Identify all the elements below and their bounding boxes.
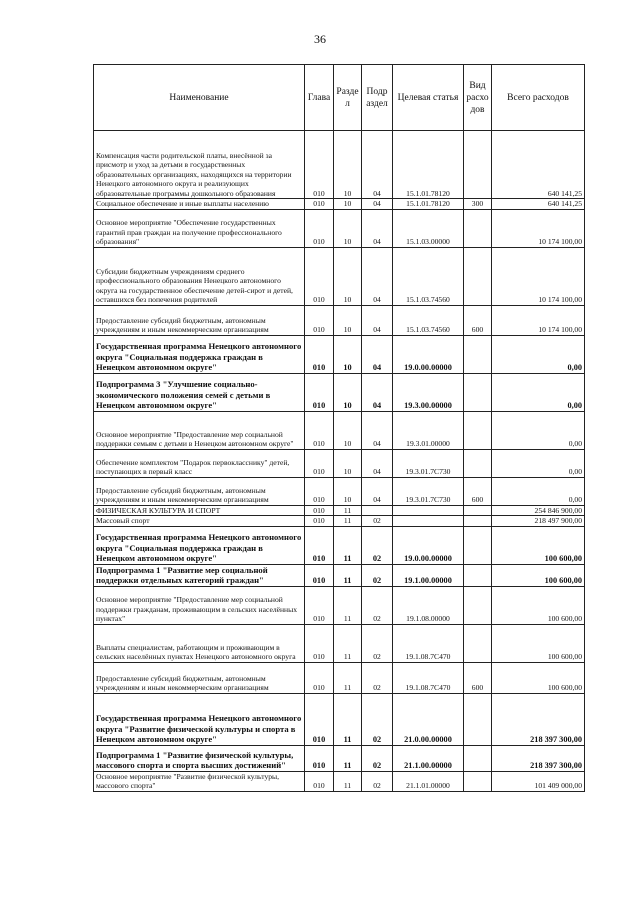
- row-subsection: 02: [362, 526, 393, 564]
- table-row: [94, 693, 585, 745]
- row-total: 100 600,00: [492, 564, 585, 586]
- row-section: 10: [334, 477, 362, 505]
- table-row: [94, 745, 585, 771]
- table-row: [94, 505, 585, 516]
- row-total: 101 409 000,00: [492, 771, 585, 791]
- header-type: Вид расхо дов: [464, 65, 492, 131]
- row-section: 10: [334, 247, 362, 305]
- row-total: 218 497 900,00: [492, 516, 585, 527]
- row-type: [464, 693, 492, 745]
- row-target: 19.1.08.00000: [393, 586, 464, 624]
- table-row: [94, 305, 585, 335]
- row-total: 218 397 300,00: [492, 693, 585, 745]
- row-section: 11: [334, 693, 362, 745]
- row-chapter: 010: [305, 131, 334, 199]
- row-name: Субсидии бюджетным учреждениям среднего профессионального образования Ненецкого автономного округа на государственное обеспечение детей-сирот и детей, оставшихся без попечения родителей: [94, 247, 305, 305]
- table-row: [94, 373, 585, 411]
- table-row: [94, 247, 585, 305]
- row-target: 15.1.01.78120: [393, 131, 464, 199]
- row-target: 19.0.00.00000: [393, 335, 464, 373]
- table-row: [94, 209, 585, 247]
- row-section: 10: [334, 449, 362, 477]
- row-type: [464, 564, 492, 586]
- header-row: [94, 65, 585, 131]
- row-target: 19.3.00.00000: [393, 373, 464, 411]
- row-subsection: 02: [362, 624, 393, 662]
- row-total: 0,00: [492, 373, 585, 411]
- row-type: [464, 505, 492, 516]
- row-chapter: 010: [305, 624, 334, 662]
- row-name: Основное мероприятие "Предоставление мер социальной поддержки гражданам, проживающим в сельских населённых пунктах": [94, 586, 305, 624]
- row-target: 21.1.00.00000: [393, 745, 464, 771]
- table-row: [94, 771, 585, 791]
- row-total: 640 141,25: [492, 131, 585, 199]
- row-section: 10: [334, 411, 362, 449]
- table-row: [94, 411, 585, 449]
- table-row: [94, 335, 585, 373]
- row-type: 600: [464, 662, 492, 693]
- row-name: Основное мероприятие "Развитие физической культуры, массового спорта": [94, 771, 305, 791]
- row-type: [464, 624, 492, 662]
- row-total: 10 174 100,00: [492, 247, 585, 305]
- row-type: [464, 516, 492, 527]
- row-section: 10: [334, 373, 362, 411]
- row-subsection: 04: [362, 209, 393, 247]
- row-subsection: 04: [362, 477, 393, 505]
- row-subsection: 02: [362, 516, 393, 527]
- row-subsection: 04: [362, 335, 393, 373]
- row-chapter: 010: [305, 564, 334, 586]
- page-number: 36: [314, 32, 326, 46]
- row-section: 11: [334, 564, 362, 586]
- row-section: 11: [334, 516, 362, 527]
- row-subsection: 02: [362, 564, 393, 586]
- table-row: [94, 624, 585, 662]
- row-type: [464, 209, 492, 247]
- row-type: [464, 373, 492, 411]
- table-row: [94, 449, 585, 477]
- row-name: Выплаты специалистам, работающим и проживающим в сельских населённых пунктах Ненецкого автономного округа: [94, 624, 305, 662]
- row-target: 19.3.01.7C730: [393, 477, 464, 505]
- row-name: Обеспечение комплектом "Подарок первокласснику" детей, поступающих в первый класс: [94, 449, 305, 477]
- header-total: Всего расходов: [492, 65, 585, 131]
- row-total: 0,00: [492, 449, 585, 477]
- row-section: 10: [334, 131, 362, 199]
- row-section: 11: [334, 586, 362, 624]
- row-subsection: 02: [362, 771, 393, 791]
- row-subsection: 02: [362, 745, 393, 771]
- row-total: 254 846 900,00: [492, 505, 585, 516]
- row-name: Основное мероприятие "Обеспечение государственных гарантий прав граждан на получение профессионального образования": [94, 209, 305, 247]
- row-target: [393, 516, 464, 527]
- header-subsection: Подр аздел: [362, 65, 393, 131]
- row-target: 21.1.01.00000: [393, 771, 464, 791]
- row-target: 19.3.01.00000: [393, 411, 464, 449]
- row-type: [464, 247, 492, 305]
- row-target: 15.1.01.78120: [393, 199, 464, 210]
- row-type: [464, 771, 492, 791]
- row-chapter: 010: [305, 247, 334, 305]
- row-total: 100 600,00: [492, 624, 585, 662]
- row-subsection: 04: [362, 131, 393, 199]
- row-target: 19.3.01.7C730: [393, 449, 464, 477]
- row-type: [464, 526, 492, 564]
- row-target: 21.0.00.00000: [393, 693, 464, 745]
- row-chapter: 010: [305, 586, 334, 624]
- row-name: Основное мероприятие "Предоставление мер социальной поддержки семьям с детьми в Ненецком автономном округе": [94, 411, 305, 449]
- row-subsection: 02: [362, 586, 393, 624]
- row-name: Компенсация части родительской платы, внесённой за присмотр и уход за детьми в государственных образовательных организациях, находящихся на территории Ненецкого автономного округа и реализующих образовательные программы дошкольного образования: [94, 131, 305, 199]
- row-type: [464, 335, 492, 373]
- row-section: 11: [334, 526, 362, 564]
- row-subsection: [362, 505, 393, 516]
- row-total: 10 174 100,00: [492, 209, 585, 247]
- row-section: 11: [334, 771, 362, 791]
- row-type: [464, 745, 492, 771]
- row-chapter: 010: [305, 335, 334, 373]
- row-subsection: 04: [362, 411, 393, 449]
- row-chapter: 010: [305, 771, 334, 791]
- row-type: [464, 131, 492, 199]
- row-section: 11: [334, 624, 362, 662]
- row-total: 0,00: [492, 335, 585, 373]
- row-total: 10 174 100,00: [492, 305, 585, 335]
- row-name: ФИЗИЧЕСКАЯ КУЛЬТУРА И СПОРТ: [94, 505, 305, 516]
- row-type: 300: [464, 199, 492, 210]
- row-total: 100 600,00: [492, 526, 585, 564]
- row-subsection: 04: [362, 305, 393, 335]
- row-total: 0,00: [492, 477, 585, 505]
- row-chapter: 010: [305, 526, 334, 564]
- row-name: Подпрограмма 1 "Развитие физической культуры, массового спорта и спорта высших достижений": [94, 745, 305, 771]
- table-row: [94, 662, 585, 693]
- row-target: 19.1.08.7C470: [393, 662, 464, 693]
- row-target: [393, 505, 464, 516]
- row-name: Предоставление субсидий бюджетным, автономным учреждениям и иным некоммерческим организациям: [94, 477, 305, 505]
- row-name: Государственная программа Ненецкого автономного округа "Социальная поддержка граждан в Ненецком автономном округе": [94, 335, 305, 373]
- row-chapter: 010: [305, 411, 334, 449]
- row-name: Предоставление субсидий бюджетным, автономным учреждениям и иным некоммерческим организациям: [94, 305, 305, 335]
- table-row: [94, 564, 585, 586]
- row-subsection: 04: [362, 199, 393, 210]
- row-name: Государственная программа Ненецкого автономного округа "Социальная поддержка граждан в Ненецком автономном округе": [94, 526, 305, 564]
- row-target: 15.1.03.74560: [393, 247, 464, 305]
- row-chapter: 010: [305, 199, 334, 210]
- row-target: 19.1.00.00000: [393, 564, 464, 586]
- row-chapter: 010: [305, 745, 334, 771]
- row-section: 11: [334, 505, 362, 516]
- row-subsection: 04: [362, 247, 393, 305]
- row-type: [464, 449, 492, 477]
- row-subsection: 02: [362, 693, 393, 745]
- row-total: 0,00: [492, 411, 585, 449]
- row-section: 11: [334, 662, 362, 693]
- row-section: 10: [334, 305, 362, 335]
- row-chapter: 010: [305, 209, 334, 247]
- header-section: Разде л: [334, 65, 362, 131]
- row-name: Социальное обеспечение и иные выплаты населению: [94, 199, 305, 210]
- row-name: Подпрограмма 3 "Улучшение социально-экономического положения семей с детьми в Ненецком автономном округе": [94, 373, 305, 411]
- row-total: 218 397 300,00: [492, 745, 585, 771]
- row-section: 11: [334, 745, 362, 771]
- row-name: Предоставление субсидий бюджетным, автономным учреждениям и иным некоммерческим организациям: [94, 662, 305, 693]
- row-name: Государственная программа Ненецкого автономного округа "Развитие физической культуры и спорта в Ненецком автономном округе": [94, 693, 305, 745]
- row-subsection: 04: [362, 373, 393, 411]
- header-name: Наименование: [94, 65, 305, 131]
- budget-table: [93, 64, 585, 792]
- header-chapter: Глава: [305, 65, 334, 131]
- row-total: 100 600,00: [492, 662, 585, 693]
- row-type: 600: [464, 305, 492, 335]
- row-chapter: 010: [305, 516, 334, 527]
- row-chapter: 010: [305, 693, 334, 745]
- row-chapter: 010: [305, 449, 334, 477]
- row-subsection: 04: [362, 449, 393, 477]
- row-total: 100 600,00: [492, 586, 585, 624]
- table-row: [94, 199, 585, 210]
- table-row: [94, 131, 585, 199]
- row-subsection: 02: [362, 662, 393, 693]
- table-row: [94, 477, 585, 505]
- row-section: 10: [334, 199, 362, 210]
- header-target: Целевая статья: [393, 65, 464, 131]
- row-target: 19.0.00.00000: [393, 526, 464, 564]
- row-type: [464, 411, 492, 449]
- row-chapter: 010: [305, 373, 334, 411]
- table-row: [94, 526, 585, 564]
- row-type: 600: [464, 477, 492, 505]
- row-target: 15.1.03.74560: [393, 305, 464, 335]
- row-type: [464, 586, 492, 624]
- row-chapter: 010: [305, 505, 334, 516]
- row-chapter: 010: [305, 305, 334, 335]
- row-section: 10: [334, 335, 362, 373]
- row-section: 10: [334, 209, 362, 247]
- table-row: [94, 586, 585, 624]
- row-name: Массовый спорт: [94, 516, 305, 527]
- row-target: 15.1.03.00000: [393, 209, 464, 247]
- row-chapter: 010: [305, 477, 334, 505]
- row-target: 19.1.08.7C470: [393, 624, 464, 662]
- row-name: Подпрограмма 1 "Развитие мер социальной поддержки отдельных категорий граждан": [94, 564, 305, 586]
- row-chapter: 010: [305, 662, 334, 693]
- row-total: 640 141,25: [492, 199, 585, 210]
- table-row: [94, 516, 585, 527]
